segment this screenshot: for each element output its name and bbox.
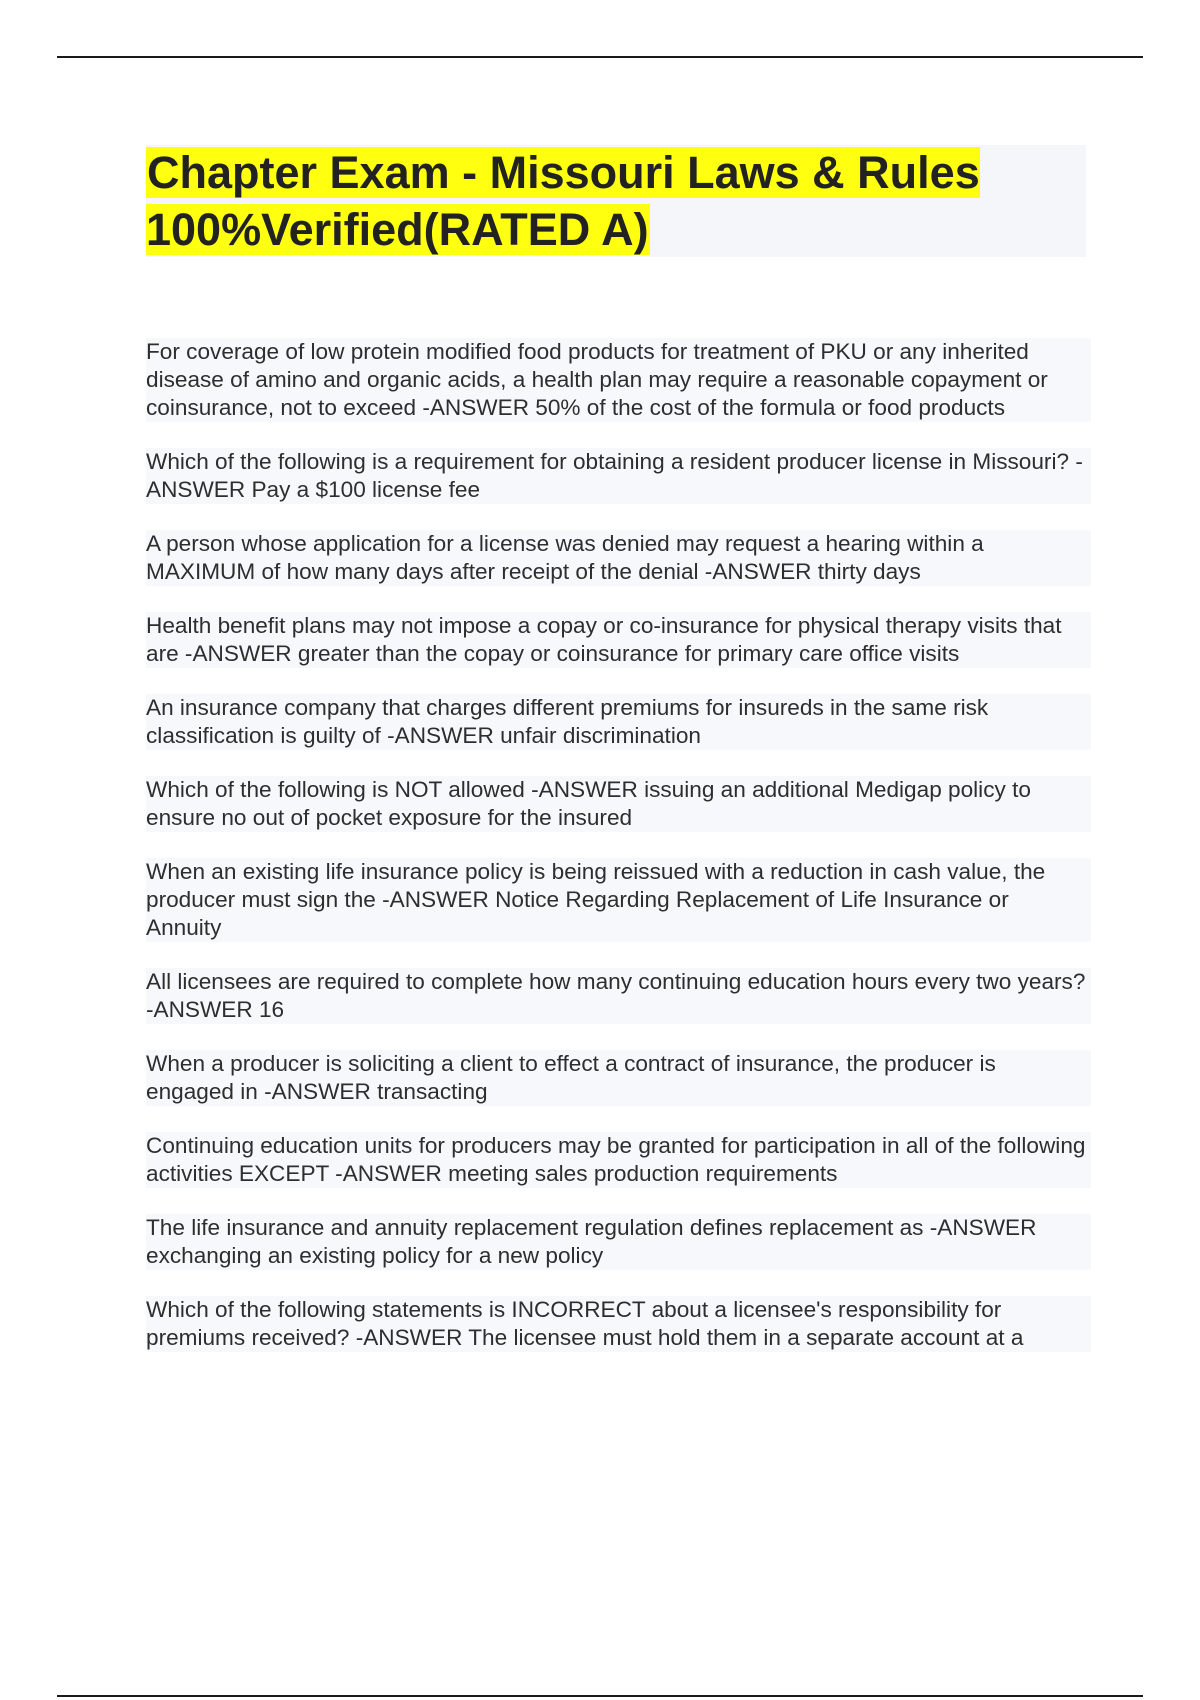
qa-item: An insurance company that charges different premiums for insureds in the same risk classification is guilty of -ANSWER unfair discrimination [146,694,1091,750]
qa-item: When a producer is soliciting a client to effect a contract of insurance, the producer is engaged in -ANSWER transacting [146,1050,1091,1106]
qa-item: Health benefit plans may not impose a copay or co-insurance for physical therapy visits that are -ANSWER greater than the copay or coinsurance for primary care office visits [146,612,1091,668]
qa-item: Which of the following statements is INCORRECT about a licensee's responsibility for premiums received? -ANSWER The licensee must hold them in a separate account at a [146,1296,1091,1352]
qa-item: For coverage of low protein modified food products for treatment of PKU or any inherited disease of amino and organic acids, a health plan may require a reasonable copayment or coinsurance, not to exceed -ANSWER 50% of the cost of the formula or food products [146,338,1091,422]
document-title [146,144,1086,258]
qa-item: Which of the following is a requirement for obtaining a resident producer license in Missouri? -ANSWER Pay a $100 license fee [146,448,1091,504]
qa-item: All licensees are required to complete how many continuing education hours every two years? -ANSWER 16 [146,968,1091,1024]
qa-item: Which of the following is NOT allowed -ANSWER issuing an additional Medigap policy to ensure no out of pocket exposure for the insured [146,776,1091,832]
qa-item: The life insurance and annuity replacement regulation defines replacement as -ANSWER exchanging an existing policy for a new policy [146,1214,1091,1270]
top-rule [57,56,1143,58]
question-answer-list [146,338,1091,1378]
title-highlight: Chapter Exam - Missouri Laws & Rules 100%Verified(RATED A) [146,147,980,255]
qa-item: Continuing education units for producers may be granted for participation in all of the following activities EXCEPT -ANSWER meeting sales production requirements [146,1132,1091,1188]
qa-item: A person whose application for a license was denied may request a hearing within a MAXIMUM of how many days after receipt of the denial -ANSWER thirty days [146,530,1091,586]
qa-item: When an existing life insurance policy is being reissued with a reduction in cash value, the producer must sign the -ANSWER Notice Regarding Replacement of Life Insurance or Annuity [146,858,1091,942]
bottom-rule [57,1695,1143,1697]
